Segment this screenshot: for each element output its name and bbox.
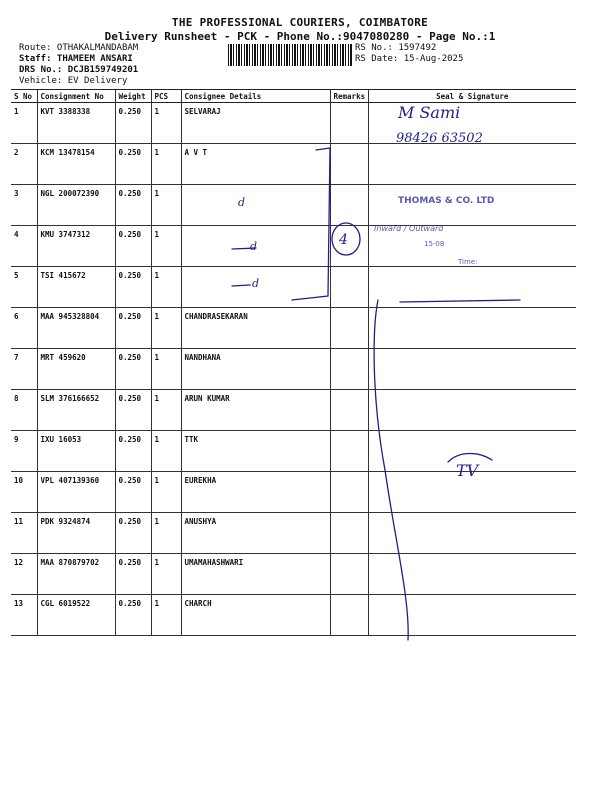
- row-sno: 5: [11, 267, 37, 308]
- row-consignee: TTK: [181, 431, 330, 472]
- row-seal-signature: [368, 595, 576, 636]
- runsheet-info-right: [355, 43, 463, 65]
- row-seal-signature: [368, 554, 576, 595]
- col-pcs: PCS: [151, 90, 181, 103]
- row-consignment-no: SLM 376166652: [37, 390, 115, 431]
- row-seal-signature: [368, 267, 576, 308]
- row-consignment-no: VPL 407139360: [37, 472, 115, 513]
- stamp-time: Time:: [458, 258, 478, 266]
- row-remarks: [330, 226, 368, 267]
- row-consignee: A V T: [181, 144, 330, 185]
- row-remarks: [330, 308, 368, 349]
- row-consignment-no: KVT 3388338: [37, 103, 115, 144]
- row-remarks: [330, 185, 368, 226]
- row-weight: 0.250: [115, 349, 151, 390]
- vehicle: Vehicle: EV Delivery: [19, 76, 128, 86]
- row-consignment-no: TSI 415672: [37, 267, 115, 308]
- row-seal-signature: [368, 513, 576, 554]
- row-consignment-no: MRT 459620: [37, 349, 115, 390]
- row-initials: TV: [456, 461, 479, 480]
- stamp-date: 15-08: [424, 240, 445, 248]
- row-sno: 13: [11, 595, 37, 636]
- row-weight: 0.250: [115, 103, 151, 144]
- row-sno: 8: [11, 390, 37, 431]
- row-remarks: [330, 472, 368, 513]
- row-seal-signature: [368, 431, 576, 472]
- row-consignment-no: MAA 870879702: [37, 554, 115, 595]
- table-row: [11, 226, 576, 267]
- row-weight: 0.250: [115, 308, 151, 349]
- row-pcs: 1: [151, 390, 181, 431]
- row-remarks: [330, 595, 368, 636]
- row-consignee: CHANDRASEKARAN: [181, 308, 330, 349]
- table-row: [11, 349, 576, 390]
- row-consignee: [181, 185, 330, 226]
- row-pcs: 1: [151, 103, 181, 144]
- row-weight: 0.250: [115, 390, 151, 431]
- signature-phone: 98426 63502: [396, 131, 483, 146]
- route: Route: OTHAKALMANDABAM: [19, 43, 139, 53]
- row-pcs: 1: [151, 144, 181, 185]
- signature-name: M Sami: [398, 103, 461, 122]
- row-consignment-no: NGL 200072390: [37, 185, 115, 226]
- row-sno: 12: [11, 554, 37, 595]
- row-seal-signature: [368, 103, 576, 144]
- row-weight: 0.250: [115, 144, 151, 185]
- row-remarks: [330, 103, 368, 144]
- row-consignee: CHARCH: [181, 595, 330, 636]
- row-consignee: ANUSHYA: [181, 513, 330, 554]
- row-seal-signature: [368, 144, 576, 185]
- table-row: [11, 472, 576, 513]
- col-seal-signature: Seal & Signature: [368, 90, 576, 103]
- table-row: [11, 103, 576, 144]
- stamp-inward-outward: Inward / Outward: [374, 224, 444, 233]
- ditto-mark: d: [252, 277, 260, 290]
- row-weight: 0.250: [115, 431, 151, 472]
- stamp-company: THOMAS & CO. LTD: [398, 196, 495, 206]
- row-seal-signature: [368, 390, 576, 431]
- row-sno: 3: [11, 185, 37, 226]
- row-weight: 0.250: [115, 267, 151, 308]
- row-pcs: 1: [151, 267, 181, 308]
- runsheet-info-left: [19, 43, 138, 87]
- row-consignee: ARUN KUMAR: [181, 390, 330, 431]
- col-weight: Weight: [115, 90, 151, 103]
- row-pcs: 1: [151, 308, 181, 349]
- row-weight: 0.250: [115, 513, 151, 554]
- company-title: THE PROFESSIONAL COURIERS, COIMBATORE: [171, 16, 429, 29]
- row-consignee: SELVARAJ: [181, 103, 330, 144]
- rs-date: RS Date: 15-Aug-2025: [355, 54, 464, 64]
- row-consignment-no: KCM 13478154: [37, 144, 115, 185]
- table-header-row: [11, 90, 576, 103]
- row-pcs: 1: [151, 472, 181, 513]
- col-consignment: Consignment No: [37, 90, 115, 103]
- row-pcs: 1: [151, 513, 181, 554]
- row-consignment-no: MAA 945328804: [37, 308, 115, 349]
- row-sno: 7: [11, 349, 37, 390]
- row-consignee: [181, 267, 330, 308]
- row-sno: 2: [11, 144, 37, 185]
- row-sno: 1: [11, 103, 37, 144]
- row-seal-signature: [368, 308, 576, 349]
- col-sno: S No: [11, 90, 37, 103]
- row-pcs: 1: [151, 226, 181, 267]
- row-consignment-no: IXU 16053: [37, 431, 115, 472]
- table-row: [11, 267, 576, 308]
- row-seal-signature: [368, 472, 576, 513]
- row-remarks: [330, 554, 368, 595]
- row-weight: 0.250: [115, 472, 151, 513]
- row-seal-signature: [368, 349, 576, 390]
- table-row: [11, 144, 576, 185]
- table-row: [11, 431, 576, 472]
- row-sno: 4: [11, 226, 37, 267]
- row-remarks: [330, 513, 368, 554]
- row-remarks: [330, 144, 368, 185]
- row-consignment-no: KMU 3747312: [37, 226, 115, 267]
- row-consignee: [181, 226, 330, 267]
- row-remarks: [330, 390, 368, 431]
- barcode: [228, 44, 352, 66]
- staff: Staff: THAMEEM ANSARI: [19, 54, 133, 64]
- circled-number: 4: [339, 232, 348, 248]
- table-row: [11, 390, 576, 431]
- table-row: [11, 308, 576, 349]
- row-pcs: 1: [151, 595, 181, 636]
- row-remarks: [330, 267, 368, 308]
- col-remarks: Remarks: [330, 90, 368, 103]
- row-pcs: 1: [151, 554, 181, 595]
- row-consignee: EUREKHA: [181, 472, 330, 513]
- row-consignment-no: PDK 9324874: [37, 513, 115, 554]
- ditto-mark: d: [238, 196, 246, 209]
- row-sno: 10: [11, 472, 37, 513]
- row-remarks: [330, 349, 368, 390]
- col-consignee: Consignee Details: [181, 90, 330, 103]
- table-row: [11, 513, 576, 554]
- row-remarks: [330, 431, 368, 472]
- ditto-mark: d: [250, 240, 258, 253]
- table-row: [11, 595, 576, 636]
- table-row: [11, 554, 576, 595]
- row-weight: 0.250: [115, 185, 151, 226]
- row-consignee: NANDHANA: [181, 349, 330, 390]
- row-sno: 9: [11, 431, 37, 472]
- row-pcs: 1: [151, 185, 181, 226]
- drs-number: DRS No.: DCJB159749201: [19, 65, 139, 75]
- row-weight: 0.250: [115, 226, 151, 267]
- row-sno: 6: [11, 308, 37, 349]
- runsheet-subtitle: Delivery Runsheet - PCK - Phone No.:9047080280 - Page No.:1: [104, 30, 496, 43]
- rs-number: RS No.: 1597492: [355, 43, 437, 53]
- row-weight: 0.250: [115, 554, 151, 595]
- row-consignment-no: CGL 6019522: [37, 595, 115, 636]
- row-sno: 11: [11, 513, 37, 554]
- delivery-table: [11, 89, 576, 636]
- row-pcs: 1: [151, 431, 181, 472]
- row-pcs: 1: [151, 349, 181, 390]
- row-weight: 0.250: [115, 595, 151, 636]
- row-consignee: UMAMAHASHWARI: [181, 554, 330, 595]
